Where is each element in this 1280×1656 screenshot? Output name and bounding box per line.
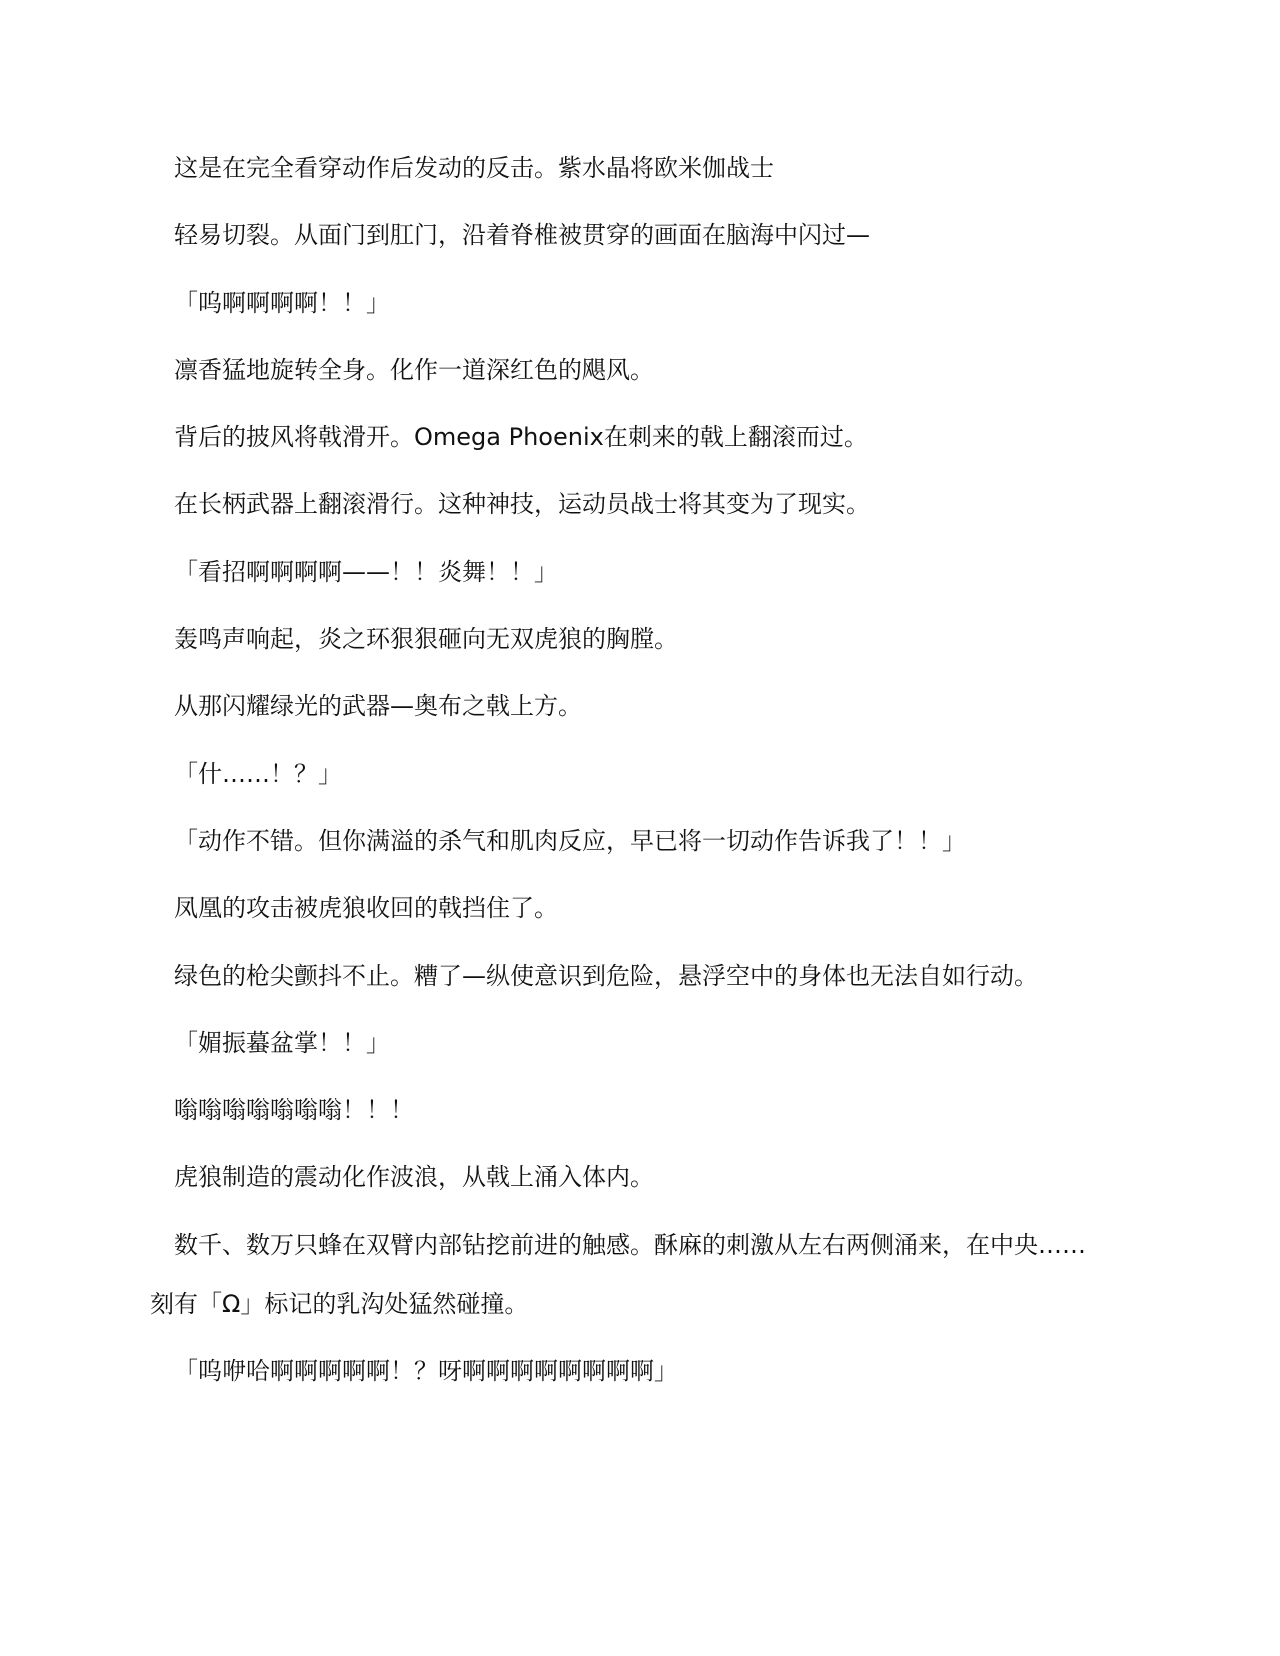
wrapped-paragraph-line-2: 刻有「Ω」标记的乳沟处猛然碰撞。 [150,1289,529,1318]
paragraph: 嗡嗡嗡嗡嗡嗡嗡！！！ [174,1096,414,1125]
novel-text-body [150,150,1130,1420]
paragraph: 轻易切裂。从面门到肛门，沿着脊椎被贯穿的画面在脑海中闪过— [174,221,870,250]
paragraph: 背后的披风将戟滑开。Omega Phoenix在刺来的戟上翻滚而过。 [174,423,868,452]
dialogue-line: 「呜咿哈啊啊啊啊啊！？呀啊啊啊啊啊啊啊啊」 [174,1357,678,1386]
paragraph: 凤凰的攻击被虎狼收回的戟挡住了。 [174,894,558,923]
paragraph: 凛香猛地旋转全身。化作一道深红色的飓风。 [174,355,654,384]
dialogue-line: 「什……！？」 [174,759,342,788]
dialogue-line: 「看招啊啊啊啊——！！炎舞！！」 [174,557,558,586]
dialogue-line: 「媚振蟇盆掌！！」 [174,1028,390,1057]
wrapped-paragraph-line-1: 数千、数万只蜂在双臂内部钻挖前进的触感。酥麻的刺激从左右两侧涌来，在中央…… [174,1230,1086,1259]
dialogue-line: 「动作不错。但你满溢的杀气和肌肉反应，早已将一切动作告诉我了！！」 [174,826,966,855]
dialogue-line: 「呜啊啊啊啊！！」 [174,288,390,317]
paragraph: 绿色的枪尖颤抖不止。糟了—纵使意识到危险，悬浮空中的身体也无法自如行动。 [174,961,1038,990]
paragraph: 轰鸣声响起，炎之环狠狠砸向无双虎狼的胸膛。 [174,625,678,654]
paragraph: 这是在完全看穿动作后发动的反击。紫水晶将欧米伽战士 [174,154,774,182]
wrapped-paragraph [150,1227,1130,1322]
paragraph: 从那闪耀绿光的武器—奥布之戟上方。 [174,692,582,721]
paragraph: 在长柄武器上翻滚滑行。这种神技，运动员战士将其变为了现实。 [174,490,870,519]
paragraph: 虎狼制造的震动化作波浪，从戟上涌入体内。 [174,1163,654,1192]
